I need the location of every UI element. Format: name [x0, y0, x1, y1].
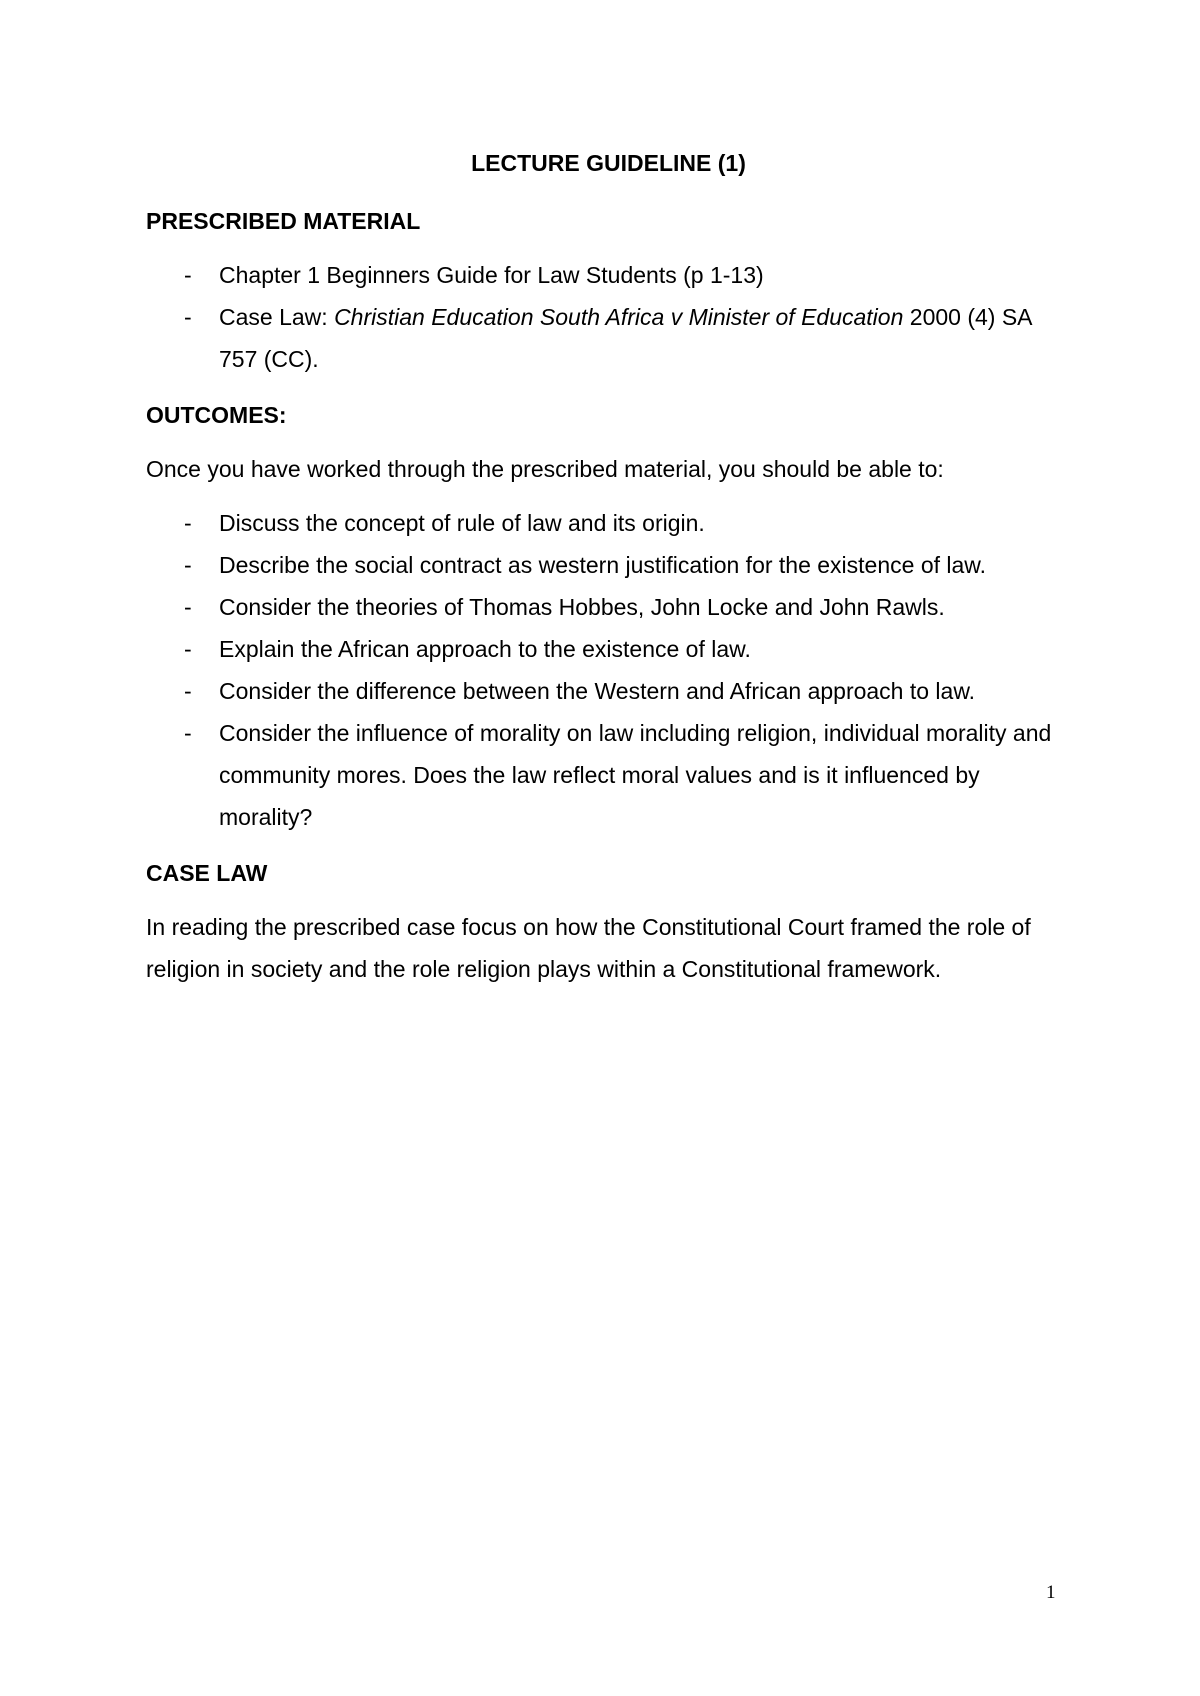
case-law-heading: CASE LAW — [146, 860, 268, 886]
outcomes-intro: Once you have worked through the prescribed material, you should be able to: — [146, 456, 944, 482]
dash-bullet: - — [184, 678, 192, 704]
dash-bullet: - — [184, 510, 192, 536]
dash-bullet: - — [184, 304, 192, 330]
dash-bullet: - — [184, 720, 192, 746]
prescribed-material-heading: PRESCRIBED MATERIAL — [146, 208, 421, 234]
case-citation: 2000 (4) SA 757 (CC). — [219, 304, 1032, 372]
list-item — [146, 628, 1071, 670]
list-item-text: Consider the influence of morality on law including religion, individual morality and community mores. Does the law reflect moral values and is it influenced by morality? — [219, 720, 1052, 830]
case-law-prefix: Case Law: — [219, 304, 335, 330]
dash-bullet: - — [184, 552, 192, 578]
dash-bullet: - — [184, 262, 192, 288]
list-item — [146, 712, 1071, 838]
outcomes-list — [146, 502, 1071, 838]
list-item-text: Describe the social contract as western justification for the existence of law. — [219, 552, 987, 578]
list-item — [146, 544, 1071, 586]
list-item — [146, 254, 1071, 296]
list-item — [146, 502, 1071, 544]
list-item — [146, 586, 1071, 628]
list-item-text: Consider the theories of Thomas Hobbes, John Locke and John Rawls. — [219, 594, 945, 620]
case-name: Christian Education South Africa v Minister of Education — [334, 304, 904, 330]
list-item — [146, 670, 1071, 712]
list-item — [146, 296, 1071, 380]
document-title: LECTURE GUIDELINE (1) — [471, 150, 746, 176]
dash-bullet: - — [184, 636, 192, 662]
prescribed-material-list — [146, 254, 1071, 380]
case-law-body: In reading the prescribed case focus on how the Constitutional Court framed the role of religion in society and the role religion plays within a Constitutional framework. — [146, 914, 1031, 982]
page-content — [146, 142, 1071, 1002]
list-item-text: Consider the difference between the Western and African approach to law. — [219, 678, 976, 704]
page-number: 1 — [1046, 1582, 1056, 1603]
list-item-text: Chapter 1 Beginners Guide for Law Students (p 1-13) — [219, 262, 764, 288]
dash-bullet: - — [184, 594, 192, 620]
list-item-text: Discuss the concept of rule of law and its origin. — [219, 510, 705, 536]
outcomes-heading: OUTCOMES: — [146, 402, 287, 428]
list-item-text: Explain the African approach to the existence of law. — [219, 636, 751, 662]
